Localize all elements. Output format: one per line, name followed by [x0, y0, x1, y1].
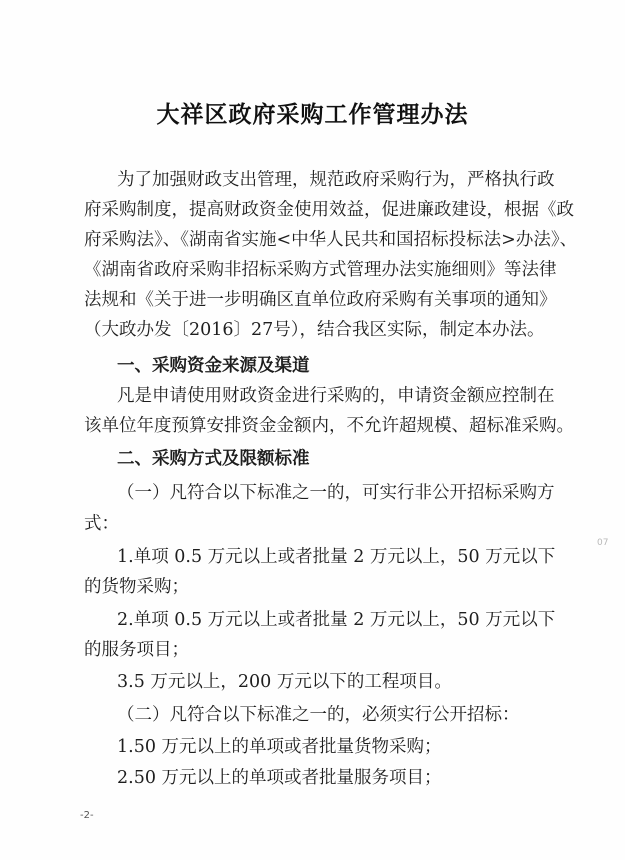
paragraph-line: 《湖南省政府采购非招标采购方式管理办法实施细则》等法律 — [84, 260, 557, 280]
paragraph-line: 该单位年度预算安排资金金额内，不允许超规模、超标准采购。 — [84, 416, 574, 436]
paragraph-line: 为了加强财政支出管理，规范政府采购行为，严格执行政 — [117, 170, 555, 190]
list-item: 1.50 万元以上的单项或者批量货物采购； — [117, 737, 442, 757]
list-item: 2.单项 0.5 万元以上或者批量 2 万元以上，50 万元以下 — [117, 610, 556, 630]
list-item: 3.5 万元以上，200 万元以下的工程项目。 — [117, 672, 452, 692]
page-number: -2- — [80, 810, 94, 821]
list-item: 1.单项 0.5 万元以上或者批量 2 万元以上，50 万元以下 — [117, 547, 556, 567]
section-heading: 二、采购方式及限额标准 — [117, 449, 310, 469]
paragraph-line: 的服务项目； — [84, 640, 189, 660]
paragraph-line: （一）凡符合以下标准之一的，可实行非公开招标采购方 — [117, 483, 555, 503]
paragraph-line: 府采购制度，提高财政资金使用效益，促进廉政建设，根据《政 — [84, 200, 574, 220]
paragraph-line: 府采购法》、《湖南省实施<中华人民共和国招标投标法>办法》、 — [84, 230, 578, 250]
paragraph-line: 法规和《关于进一步明确区直单位政府采购有关事项的通知》 — [84, 290, 557, 310]
document-title: 大祥区政府采购工作管理办法 — [156, 101, 469, 128]
paragraph-line: 式： — [84, 514, 119, 534]
paragraph-line: 凡是申请使用财政资金进行采购的，申请资金额应控制在 — [117, 386, 555, 406]
margin-mark: 07 — [597, 538, 609, 548]
paragraph-line: 的货物采购； — [84, 577, 189, 597]
paragraph-line: （二）凡符合以下标准之一的，必须实行公开招标： — [117, 705, 520, 725]
section-heading: 一、采购资金来源及渠道 — [117, 356, 310, 376]
paragraph-line: （大政办发〔2016〕27号），结合我区实际，制定本办法。 — [84, 320, 545, 340]
list-item: 2.50 万元以上的单项或者批量服务项目； — [117, 768, 442, 788]
